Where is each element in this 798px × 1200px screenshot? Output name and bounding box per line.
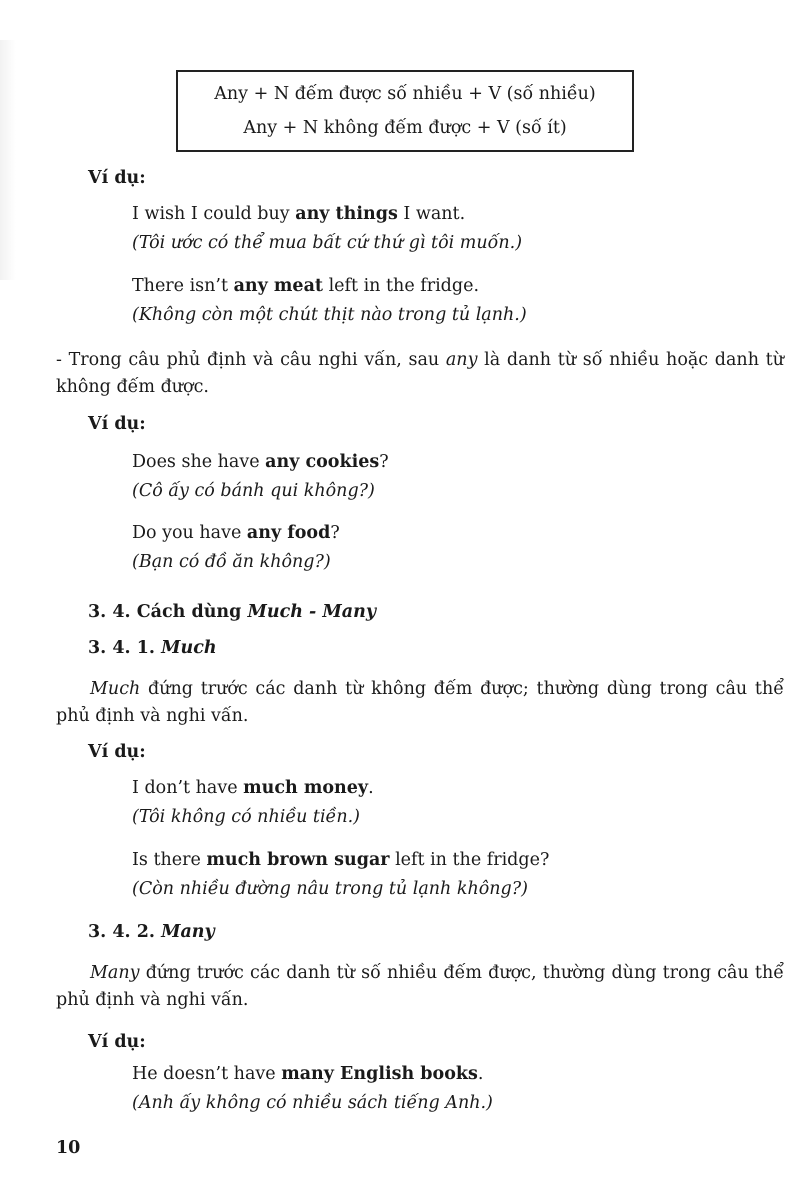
paragraph: - Trong câu phủ định và câu nghi vấn, sau any là danh từ số nhiều hoặc danh từ không đếm được. (56, 350, 784, 397)
example-translation: (Anh ấy không có nhiều sách tiếng Anh.) (132, 1093, 493, 1113)
rule-uncountable: Any + N không đếm được + V (số ít) (243, 118, 567, 138)
page-number: 10 (56, 1138, 81, 1158)
example-sentence: Is there much brown sugar left in the fridge? (132, 850, 550, 870)
page-binding-shadow (0, 40, 16, 280)
subsection-heading-much: 3. 4. 1. Much (88, 638, 217, 658)
example-translation: (Còn nhiều đường nâu trong tủ lạnh không?) (132, 879, 528, 899)
example-sentence: I wish I could buy any things I want. (132, 204, 466, 224)
example-sentence: I don’t have much money. (132, 778, 374, 798)
example-translation: (Cô ấy có bánh qui không?) (132, 481, 375, 501)
example-translation: (Tôi không có nhiều tiền.) (132, 807, 360, 827)
example-translation: (Bạn có đồ ăn không?) (132, 552, 331, 572)
example-sentence: He doesn’t have many English books. (132, 1064, 484, 1084)
example-label: Ví dụ: (88, 742, 146, 762)
rule-plural: Any + N đếm được số nhiều + V (số nhiều) (214, 84, 596, 104)
section-heading: 3. 4. Cách dùng Much - Many (88, 602, 377, 622)
example-sentence: Does she have any cookies? (132, 452, 389, 472)
example-sentence: There isn’t any meat left in the fridge. (132, 276, 480, 296)
example-translation: (Không còn một chút thịt nào trong tủ lạnh.) (132, 305, 527, 325)
example-sentence: Do you have any food? (132, 523, 340, 543)
example-label: Ví dụ: (88, 168, 146, 188)
paragraph: Much đứng trước các danh từ không đếm được; thường dùng trong câu thể phủ định và nghi vấn. (56, 679, 784, 726)
example-label: Ví dụ: (88, 414, 146, 434)
example-translation: (Tôi ước có thể mua bất cứ thứ gì tôi muốn.) (132, 233, 523, 253)
paragraph: Many đứng trước các danh từ số nhiều đếm được, thường dùng trong câu thể phủ định và nghi vấn. (56, 963, 784, 1010)
subsection-heading-many: 3. 4. 2. Many (88, 922, 215, 942)
example-label: Ví dụ: (88, 1032, 146, 1052)
rule-box (176, 70, 634, 152)
